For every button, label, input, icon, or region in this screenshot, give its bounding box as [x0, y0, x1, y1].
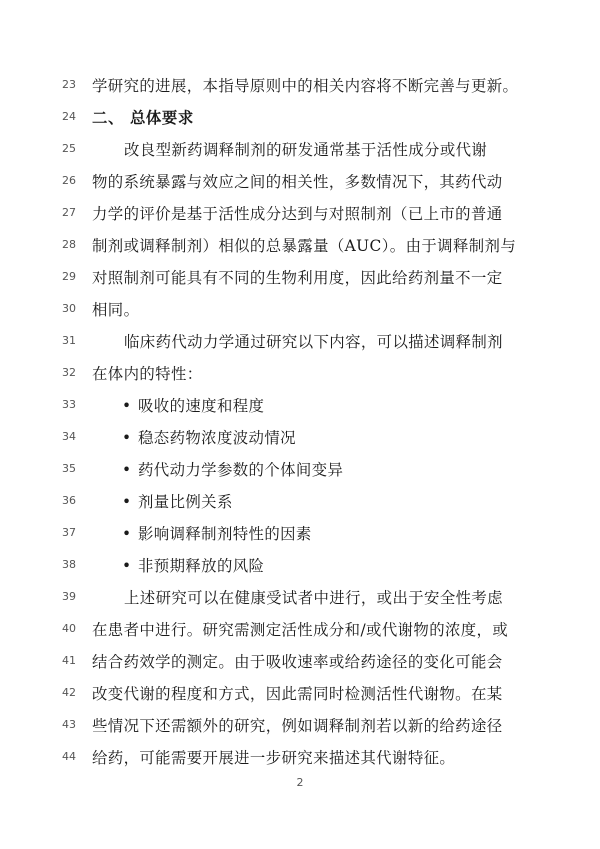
line-text: 学研究的进展，本指导原则中的相关内容将不断完善与更新。 — [92, 77, 519, 95]
line-number: 28 — [62, 238, 76, 251]
doc-line — [0, 742, 600, 774]
line-text: 给药，可能需要开展进一步研究来描述其代谢特征。 — [92, 749, 456, 767]
line-text: 改良型新药调释制剂的研发通常基于活性成分或代谢 — [124, 141, 488, 159]
bullet-item — [0, 486, 600, 518]
doc-line — [0, 102, 600, 134]
bullet-icon: • — [122, 429, 132, 447]
line-number: 34 — [62, 430, 76, 443]
line-text: 临床药代动力学通过研究以下内容，可以描述调释制剂 — [124, 333, 503, 351]
line-number: 31 — [62, 334, 76, 347]
line-number: 42 — [62, 686, 76, 699]
line-number: 29 — [62, 270, 76, 283]
bullet-text: 吸收的速度和程度 — [138, 397, 265, 415]
section-heading: 二、 总体要求 — [92, 109, 194, 127]
line-number: 36 — [62, 494, 76, 507]
doc-line — [0, 614, 600, 646]
bullet-item — [0, 390, 600, 422]
bullet-icon: • — [122, 557, 132, 575]
bullet-icon: • — [122, 397, 132, 415]
line-text: 改变代谢的程度和方式，因此需同时检测活性代谢物。在某 — [92, 685, 503, 703]
line-number: 26 — [62, 174, 76, 187]
doc-line — [0, 230, 600, 262]
line-number: 39 — [62, 590, 76, 603]
line-number: 30 — [62, 302, 76, 315]
line-text: 在患者中进行。研究需测定活性成分和/或代谢物的浓度，或 — [92, 621, 509, 639]
page-number: 2 — [296, 776, 304, 789]
bullet-text: 影响调释制剂特性的因素 — [138, 525, 312, 543]
bullet-text: 药代动力学参数的个体间变异 — [138, 461, 344, 479]
doc-line — [0, 134, 600, 166]
bullet-item — [0, 422, 600, 454]
line-text: 上述研究可以在健康受试者中进行，或出于安全性考虑 — [124, 589, 503, 607]
doc-line — [0, 582, 600, 614]
line-number: 43 — [62, 718, 76, 731]
doc-line — [0, 358, 600, 390]
line-number: 32 — [62, 366, 76, 379]
doc-line — [0, 166, 600, 198]
line-text: 结合药效学的测定。由于吸收速率或给药途径的变化可能会 — [92, 653, 503, 671]
line-number: 25 — [62, 142, 76, 155]
bullet-icon: • — [122, 493, 132, 511]
line-text: 物的系统暴露与效应之间的相关性，多数情况下，其药代动 — [92, 173, 503, 191]
bullet-text: 稳态药物浓度波动情况 — [138, 429, 296, 447]
line-number: 35 — [62, 462, 76, 475]
line-text: 相同。 — [92, 301, 140, 319]
line-number: 27 — [62, 206, 76, 219]
bullet-text: 剂量比例关系 — [138, 493, 233, 511]
line-text: 制剂或调释制剂）相似的总暴露量（AUC）。由于调释制剂与 — [92, 237, 517, 255]
line-number: 44 — [62, 750, 76, 763]
bullet-text: 非预期释放的风险 — [138, 557, 265, 575]
line-text: 力学的评价是基于活性成分达到与对照制剂（已上市的普通 — [92, 205, 503, 223]
line-number: 38 — [62, 558, 76, 571]
line-text: 对照制剂可能具有不同的生物利用度，因此给药剂量不一定 — [92, 269, 503, 287]
line-number: 41 — [62, 654, 76, 667]
line-number: 33 — [62, 398, 76, 411]
line-text: 些情况下还需额外的研究，例如调释制剂若以新的给药途径 — [92, 717, 503, 735]
doc-line — [0, 326, 600, 358]
line-number: 40 — [62, 622, 76, 635]
line-text: 在体内的特性： — [92, 365, 203, 383]
doc-line — [0, 294, 600, 326]
line-number: 24 — [62, 110, 76, 123]
doc-line — [0, 710, 600, 742]
doc-line — [0, 678, 600, 710]
bullet-item — [0, 518, 600, 550]
bullet-icon: • — [122, 525, 132, 543]
bullet-icon: • — [122, 461, 132, 479]
doc-line — [0, 70, 600, 102]
doc-line — [0, 646, 600, 678]
bullet-item — [0, 550, 600, 582]
line-number: 37 — [62, 526, 76, 539]
doc-line — [0, 262, 600, 294]
bullet-item — [0, 454, 600, 486]
line-number: 23 — [62, 78, 76, 91]
doc-line — [0, 198, 600, 230]
